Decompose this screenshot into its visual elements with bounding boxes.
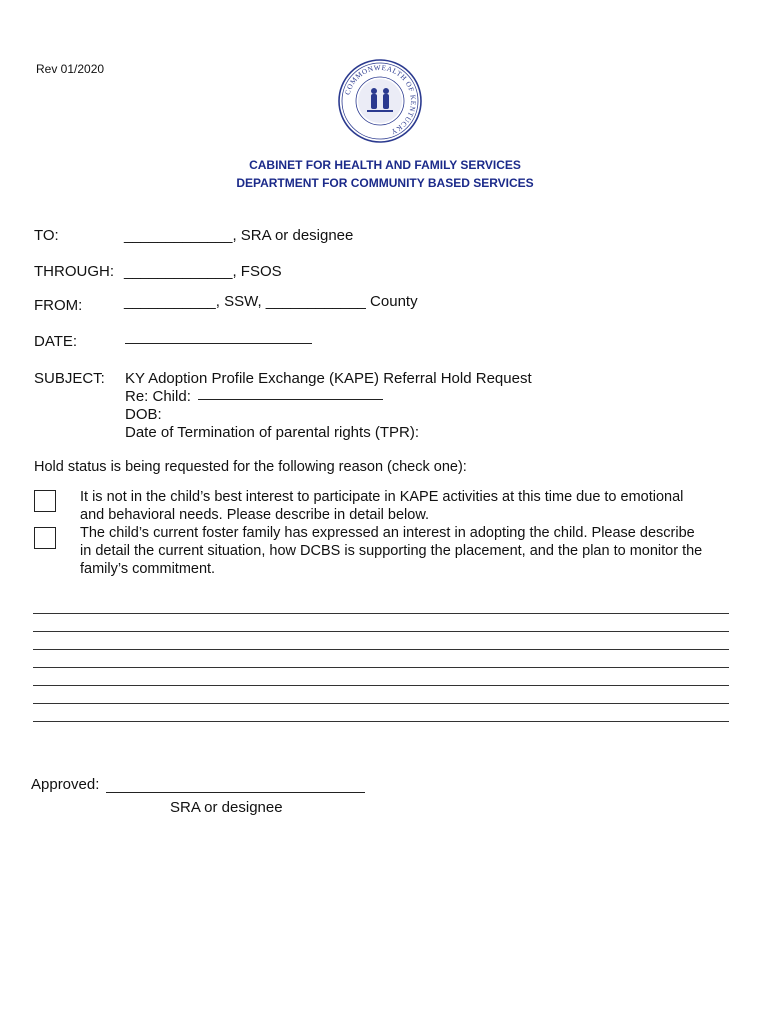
date-field[interactable] <box>125 343 312 344</box>
from-field[interactable]: ___________, SSW, ____________ County <box>124 293 418 310</box>
approver-title: SRA or designee <box>170 799 283 816</box>
date-label: DATE: <box>34 333 78 350</box>
approved-signature-field[interactable] <box>106 792 365 793</box>
subject-line: KY Adoption Profile Exchange (KAPE) Referral Hold Request <box>125 370 532 387</box>
description-line[interactable] <box>33 703 729 704</box>
revision-label: Rev 01/2020 <box>36 62 105 76</box>
description-line[interactable] <box>33 721 729 722</box>
subject-label: SUBJECT: <box>34 370 105 387</box>
description-line[interactable] <box>33 613 729 614</box>
seal-text: COMMONWEALTH OF KENTUCKY <box>343 63 418 136</box>
header-department: DEPARTMENT FOR COMMUNITY BASED SERVICES <box>236 176 534 190</box>
to-label: TO: <box>34 227 59 244</box>
tpr-label: Date of Termination of parental rights (TPR): <box>125 424 420 441</box>
header-cabinet: CABINET FOR HEALTH AND FAMILY SERVICES <box>249 158 521 172</box>
option1-checkbox[interactable] <box>34 490 56 512</box>
option2-text-line1: The child’s current foster family has expressed an interest in adopting the child. Please describe <box>80 525 695 541</box>
option1-text-line2: and behavioral needs. Please describe in detail below. <box>80 507 430 523</box>
option2-text-line2: in detail the current situation, how DCBS is supporting the placement, and the plan to monitor the <box>80 543 703 559</box>
description-line[interactable] <box>33 649 729 650</box>
through-field[interactable]: _____________, FSOS <box>124 263 282 280</box>
option2-text-line3: family’s commitment. <box>80 561 216 577</box>
hold-intro: Hold status is being requested for the following reason (check one): <box>34 459 467 475</box>
option1-text-line1: It is not in the child’s best interest to participate in KAPE activities at this time due to emotional <box>80 489 684 505</box>
description-line[interactable] <box>33 667 729 668</box>
option2-checkbox[interactable] <box>34 527 56 549</box>
approved-label: Approved: <box>31 776 100 793</box>
description-line[interactable] <box>33 631 729 632</box>
from-label: FROM: <box>34 297 83 314</box>
to-field[interactable]: _____________, SRA or designee <box>124 227 354 244</box>
re-child-label: Re: Child: <box>125 388 191 405</box>
dob-label: DOB: <box>125 406 162 423</box>
description-line[interactable] <box>33 685 729 686</box>
child-name-field[interactable] <box>198 399 383 400</box>
through-label: THROUGH: <box>34 263 114 280</box>
kentucky-seal-icon <box>337 58 423 144</box>
